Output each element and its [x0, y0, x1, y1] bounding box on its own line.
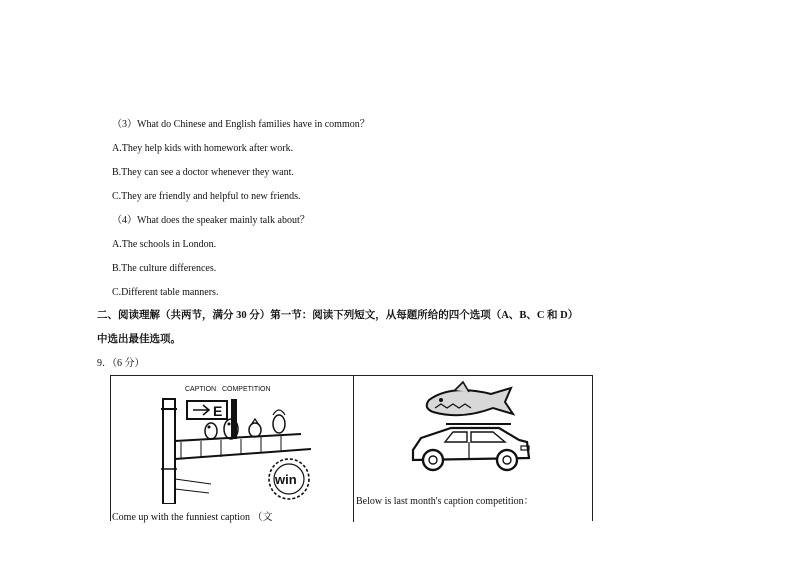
q4-stem: （4）What does the speaker mainly talk about？ — [112, 215, 310, 226]
q3-option-c: C.They are friendly and helpful to new friends. — [112, 191, 301, 202]
q9-label: 9．（6 分） — [97, 358, 145, 369]
section2-heading-line2: 中选出最佳选项。 — [97, 334, 181, 345]
q4-option-a: A.The schools in London. — [112, 239, 217, 250]
section2-heading-line1: 二、阅读理解（共两节，满分 30 分）第一节：阅读下列短文，从每题所给的四个选项（A、B、C 和 D） — [97, 310, 579, 321]
caption-table — [110, 375, 593, 521]
q4-option-c: C.Different table manners. — [112, 287, 219, 298]
win-badge-text: win — [275, 472, 297, 487]
shark-car-illustration — [401, 380, 541, 480]
sign-letter: E — [213, 403, 223, 419]
q3-option-a: A.They help kids with homework after work. — [112, 143, 294, 154]
right-cell-caption: Below is last month's caption competition： — [356, 496, 534, 507]
left-cell-caption: Come up with the funniest caption （文 — [112, 512, 273, 523]
q3-stem: （3）What do Chinese and English families have in common？ — [112, 119, 370, 130]
table-divider — [353, 376, 354, 522]
q4-option-b: B.The culture differences. — [112, 263, 217, 274]
caption-competition-heading: CAPTION COMPETITION — [185, 386, 271, 393]
q3-option-b: B.They can see a doctor whenever they want. — [112, 167, 294, 178]
caption-competition-illustration — [151, 379, 351, 504]
